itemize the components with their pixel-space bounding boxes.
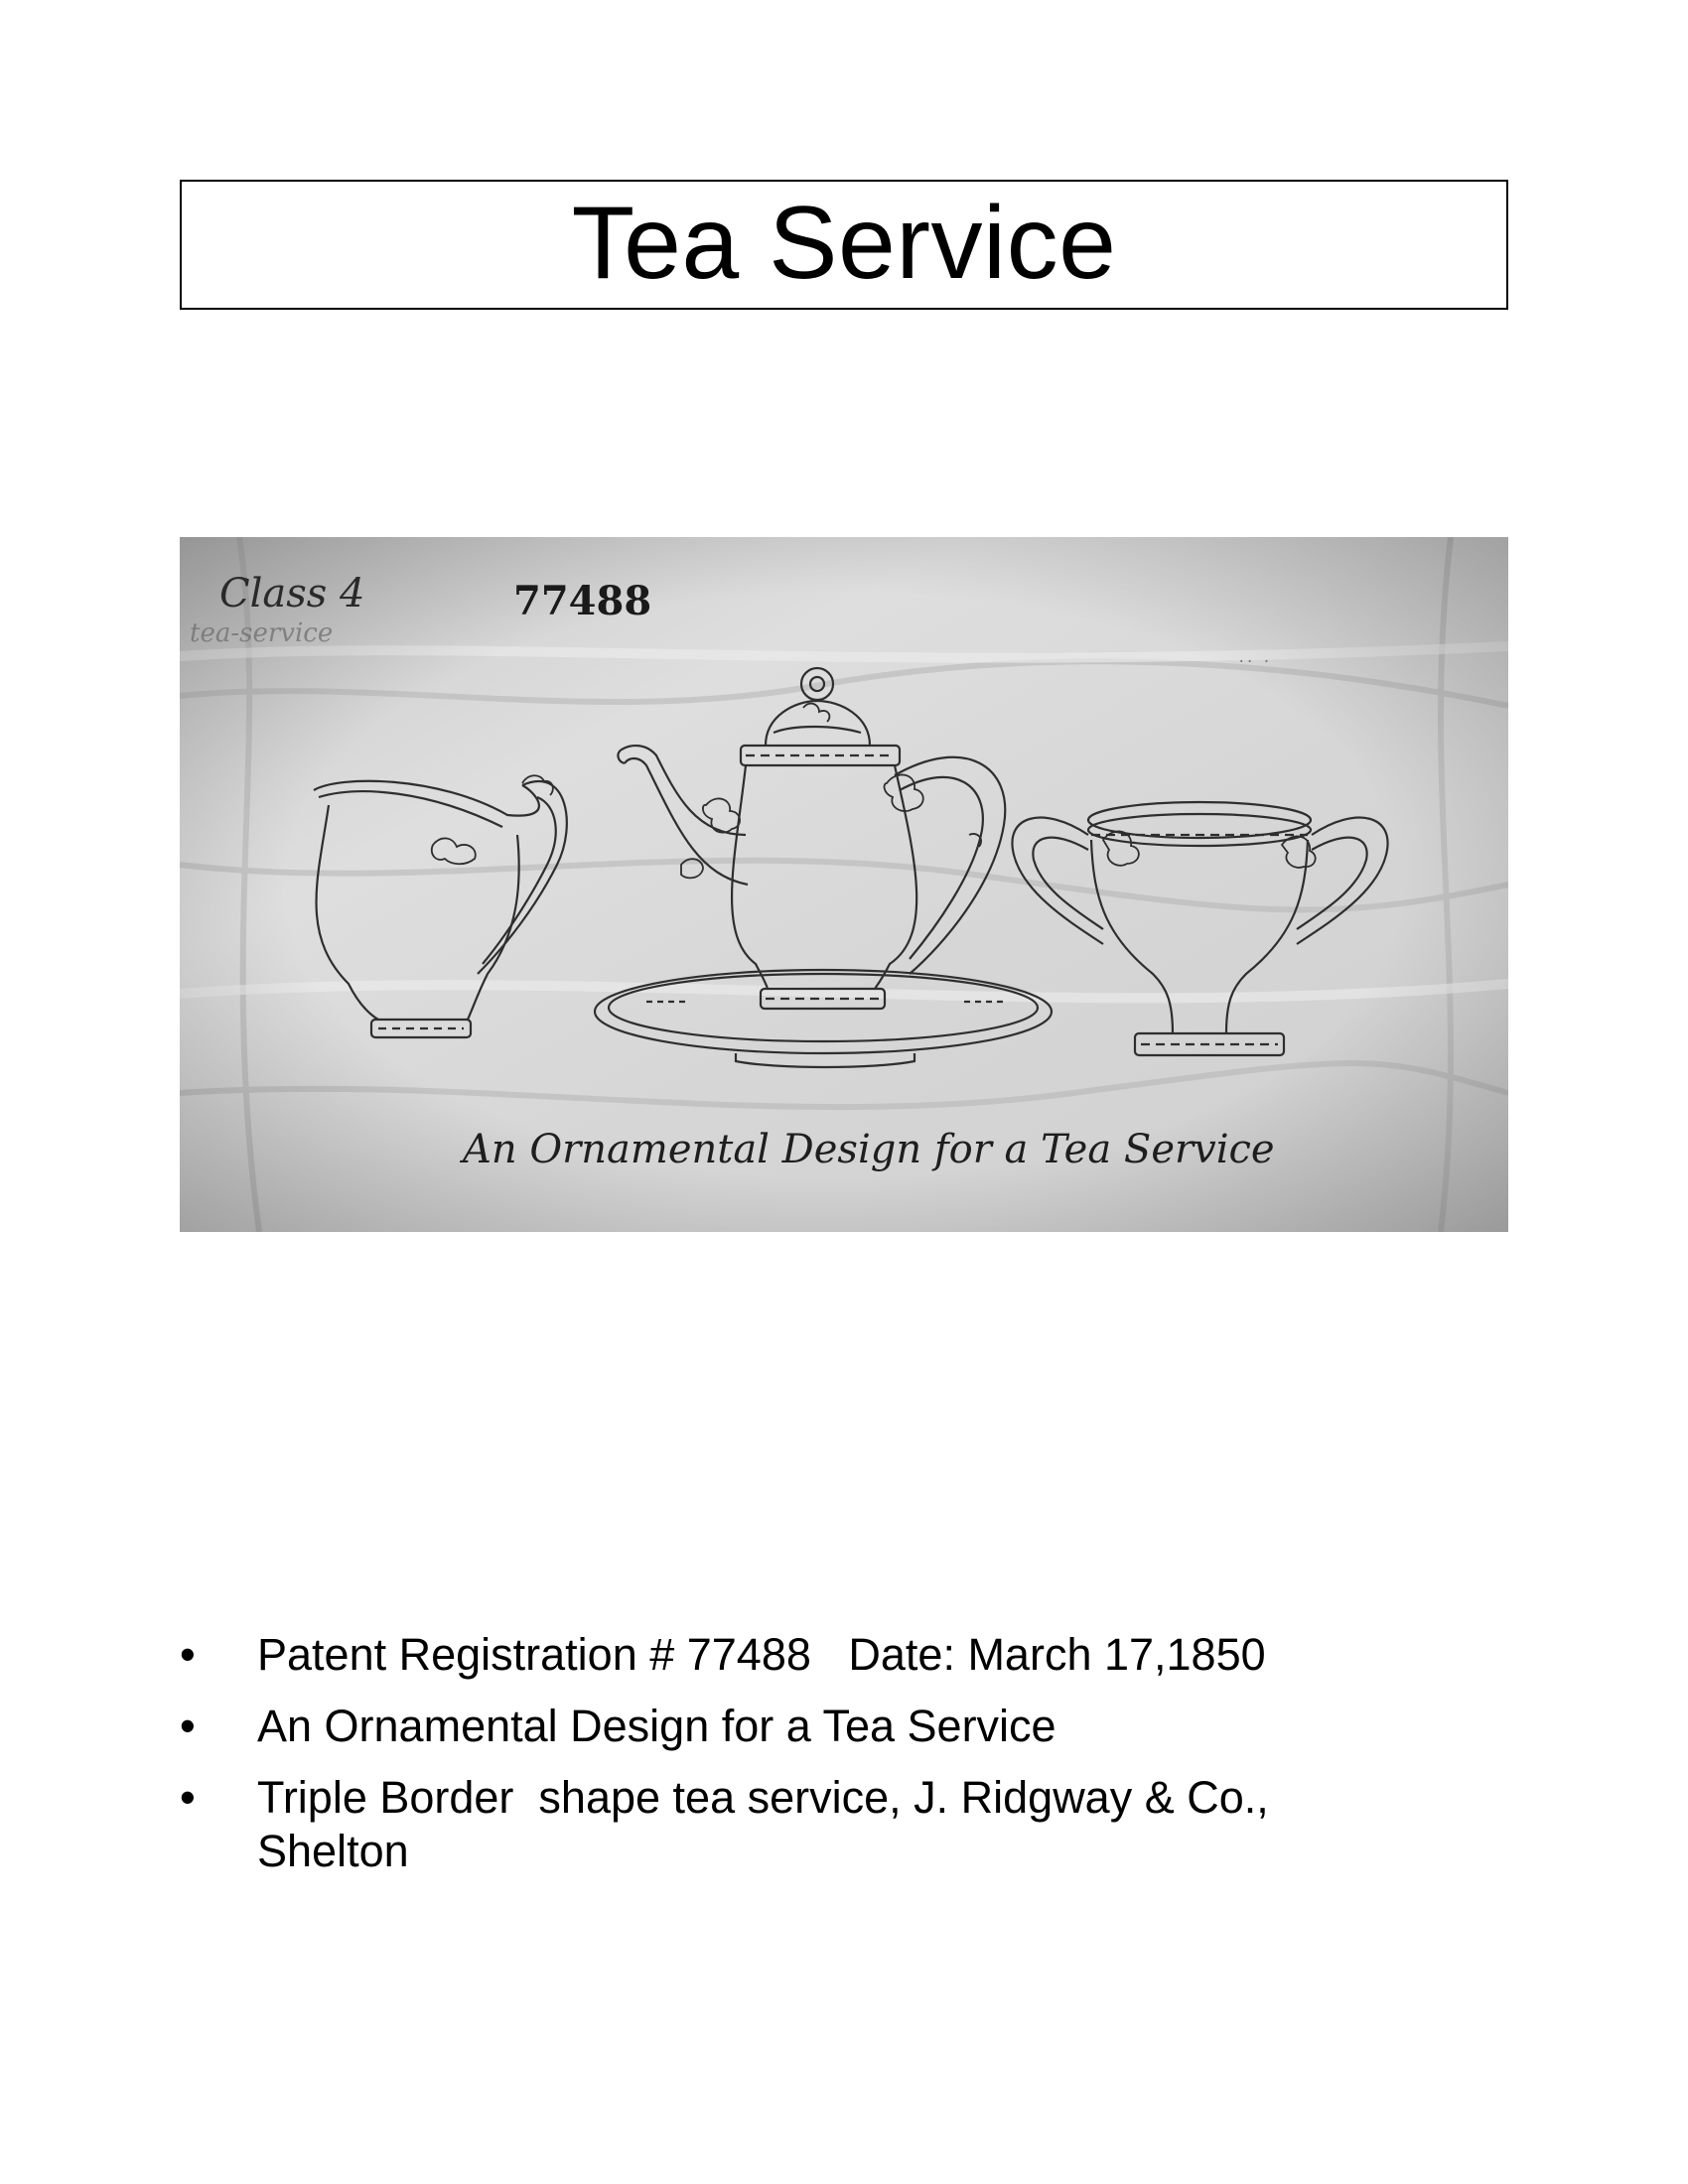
- page-title: Tea Service: [571, 185, 1117, 301]
- bullet-icon: •: [180, 1701, 196, 1751]
- bullet-icon: •: [180, 1772, 196, 1823]
- drawing-svg: [180, 537, 1508, 1232]
- list-item-text: Patent Registration # 77488 Date: March 17,1850: [257, 1629, 1266, 1680]
- list-item: [180, 1628, 1471, 1682]
- handwritten-caption: An Ornamental Design for a Tea Service: [463, 1127, 1275, 1172]
- faint-mark: ·· ·: [1237, 654, 1271, 670]
- details-list: [180, 1628, 1471, 1896]
- bullet-icon: •: [180, 1629, 196, 1680]
- list-item-text: Triple Border shape tea service, J. Ridgway & Co., Shelton: [257, 1772, 1282, 1876]
- svg-text:Class 4: Class 4: [219, 571, 365, 616]
- svg-text:tea-service: tea-service: [190, 618, 334, 648]
- list-item-text: An Ornamental Design for a Tea Service: [257, 1701, 1056, 1751]
- list-item: [180, 1700, 1471, 1753]
- design-drawing-photo: [180, 537, 1508, 1232]
- title-box: [180, 180, 1508, 310]
- registration-number-stamp: 77488: [513, 578, 652, 624]
- list-item: [180, 1771, 1471, 1878]
